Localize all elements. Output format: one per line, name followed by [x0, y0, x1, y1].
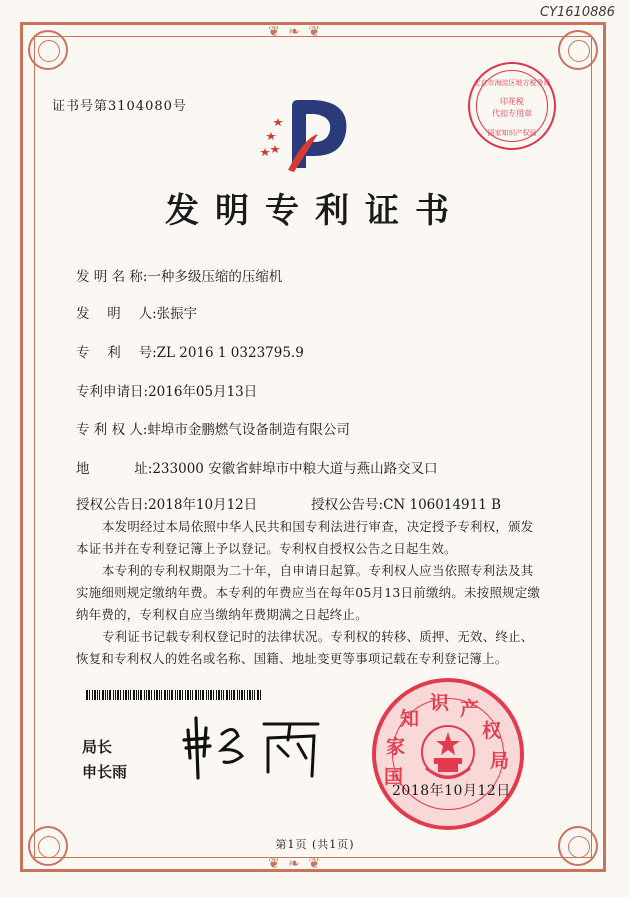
certificate-number: 证书号第3104080号 [52, 99, 187, 114]
barcode-bar [216, 690, 217, 700]
seal-char: 产 [460, 698, 480, 720]
field-invention-name [76, 265, 282, 287]
patent-office-logo [258, 98, 358, 178]
field-grant-date [76, 493, 257, 515]
barcode-bar [89, 690, 90, 700]
barcode-bar [185, 690, 186, 700]
field-patentee [76, 418, 350, 440]
barcode-bar [159, 690, 160, 700]
field-filing-date [76, 380, 257, 402]
inventor-value: 张振宇 [156, 306, 198, 322]
barcode-bar [138, 690, 139, 700]
barcode-bar [94, 690, 96, 700]
director-name: 申长雨 [82, 763, 128, 781]
barcode-bar [175, 690, 176, 700]
barcode [86, 690, 264, 700]
barcode-bar [233, 690, 235, 700]
barcode-bar [97, 690, 98, 700]
barcode-bar [140, 690, 142, 700]
barcode-bar [229, 690, 230, 700]
bottom-ornament: ❦ ❧ ❦ [268, 856, 323, 872]
barcode-bar [192, 690, 193, 700]
grant-date-value: 2018年10月12日 [148, 497, 258, 513]
stamp-duty-seal-line-4: 国家知识产权局 [487, 129, 537, 137]
grant-no-value: CN 106014911 B [383, 497, 502, 513]
patent-no-label: 专 利 号: [76, 345, 157, 361]
barcode-bar [210, 690, 212, 700]
barcode-bar [182, 690, 183, 700]
barcode-bar [202, 690, 204, 700]
barcode-bar [86, 690, 88, 700]
field-address [76, 457, 438, 479]
barcode-bar [179, 690, 181, 700]
barcode-bar [247, 690, 248, 700]
barcode-bar [226, 690, 228, 700]
barcode-bar [241, 690, 243, 700]
field-grant-no [311, 493, 501, 515]
invention-name-label: 发 明 名 称: [76, 269, 148, 285]
barcode-bar [107, 690, 108, 700]
barcode-bar [113, 690, 114, 700]
patent-no-value: ZL 2016 1 0323795.9 [156, 345, 304, 361]
filing-date-label: 专利申请日: [76, 384, 149, 400]
barcode-bar [125, 690, 127, 700]
barcode-bar [200, 690, 201, 700]
stamp-duty-seal [468, 62, 556, 150]
invention-name-value: 一种多级压缩的压缩机 [147, 269, 283, 285]
barcode-bar [117, 690, 119, 700]
barcode-bar [136, 690, 137, 700]
barcode-bar [239, 690, 240, 700]
barcode-bar [177, 690, 178, 700]
barcode-bar [237, 690, 238, 700]
barcode-bar [167, 690, 168, 700]
stamp-duty-seal-line-3: 代扣专用章 [492, 109, 532, 118]
barcode-bar [231, 690, 232, 700]
barcode-bar [244, 690, 245, 700]
barcode-bar [208, 690, 209, 700]
barcode-bar [249, 690, 251, 700]
barcode-bar [151, 690, 152, 700]
barcode-bar [171, 690, 173, 700]
national-emblem-icon [420, 724, 476, 784]
director-title: 局长 [82, 738, 113, 756]
certificate-title: 发明专利证书 [165, 191, 465, 231]
field-inventor [76, 302, 197, 324]
barcode-bar [144, 690, 145, 700]
corner-ornament-top-right [558, 30, 598, 70]
barcode-bar [252, 690, 253, 700]
address-label: 地 址: [76, 461, 153, 477]
seal-char: 国 [384, 766, 404, 788]
paragraph-grant-statement: 本发明经过本局依照中华人民共和国专利法进行审查，决定授予专利权，颁发本证书并在专利登记簿上予以登记。专利权自授权公告之日起生效。 [76, 519, 534, 556]
barcode-bar [190, 690, 191, 700]
barcode-bar [257, 690, 259, 700]
barcode-bar [128, 690, 129, 700]
paragraph-legal-status: 专利证书记载专利权登记时的法律状况。专利权的转移、质押、无效、终止、恢复和专利权人的姓名或名称、国籍、地址变更等事项记载在专利登记簿上。 [76, 629, 534, 666]
barcode-bar [187, 690, 189, 700]
seal-char: 权 [482, 720, 502, 742]
director-signature [178, 712, 328, 782]
barcode-bar [161, 690, 162, 700]
barcode-bar [130, 690, 131, 700]
barcode-bar [164, 690, 166, 700]
barcode-bar [221, 690, 222, 700]
barcode-bar [156, 690, 158, 700]
address-value: 233000 安徽省蚌埠市中粮大道与燕山路交叉口 [152, 461, 438, 477]
seal-char: 局 [490, 750, 510, 772]
page-number: 第1页 (共1页) [275, 838, 355, 851]
barcode-bar [99, 690, 100, 700]
barcode-bar [109, 690, 111, 700]
grant-date-label: 授权公告日: [76, 497, 149, 513]
stamp-duty-seal-line-1: 北京市海淀区地方税务局 [473, 79, 551, 87]
barcode-bar [195, 690, 197, 700]
paragraph-term-fees: 本专利的专利权期限为二十年，自申请日起算。专利权人应当依照专利法及其实施细则规定缴纳年费。本专利的年费应当在每年05月13日前缴纳。未按照规定缴纳年费的，专利权自应当缴纳年费期满之日起终止。 [76, 563, 541, 622]
grant-no-label: 授权公告号: [311, 497, 384, 513]
barcode-bar [213, 690, 214, 700]
barcode-bar [218, 690, 220, 700]
barcode-bar [105, 690, 106, 700]
barcode-bar [120, 690, 121, 700]
stamp-duty-seal-line-2: 印花税 [500, 97, 524, 106]
patentee-label: 专 利 权 人: [76, 422, 148, 438]
seal-char: 家 [386, 736, 406, 758]
barcode-bar [133, 690, 135, 700]
seal-char: 知 [400, 708, 420, 730]
corner-ornament-top-left [28, 30, 68, 70]
barcode-bar [92, 690, 93, 700]
barcode-bar [154, 690, 155, 700]
barcode-bar [223, 690, 224, 700]
barcode-bar [206, 690, 207, 700]
barcode-bar [198, 690, 199, 700]
barcode-bar [148, 690, 150, 700]
barcode-bar [115, 690, 116, 700]
top-ornament: ❦ ❧ ❦ [268, 24, 323, 40]
official-seal [372, 678, 524, 830]
barcode-bar [146, 690, 147, 700]
barcode-bar [102, 690, 104, 700]
handwritten-note: CY1610886 [540, 5, 615, 20]
seal-date: 2018年10月12日 [392, 783, 511, 799]
barcode-bar [123, 690, 124, 700]
inventor-label: 发 明 人: [76, 306, 157, 322]
barcode-bar [260, 690, 261, 700]
field-patent-no [76, 341, 304, 363]
seal-char: 识 [430, 692, 450, 714]
barcode-bar [254, 690, 255, 700]
filing-date-value: 2016年05月13日 [148, 384, 258, 400]
patentee-value: 蚌埠市金鹏燃气设备制造有限公司 [147, 422, 350, 438]
barcode-bar [169, 690, 170, 700]
